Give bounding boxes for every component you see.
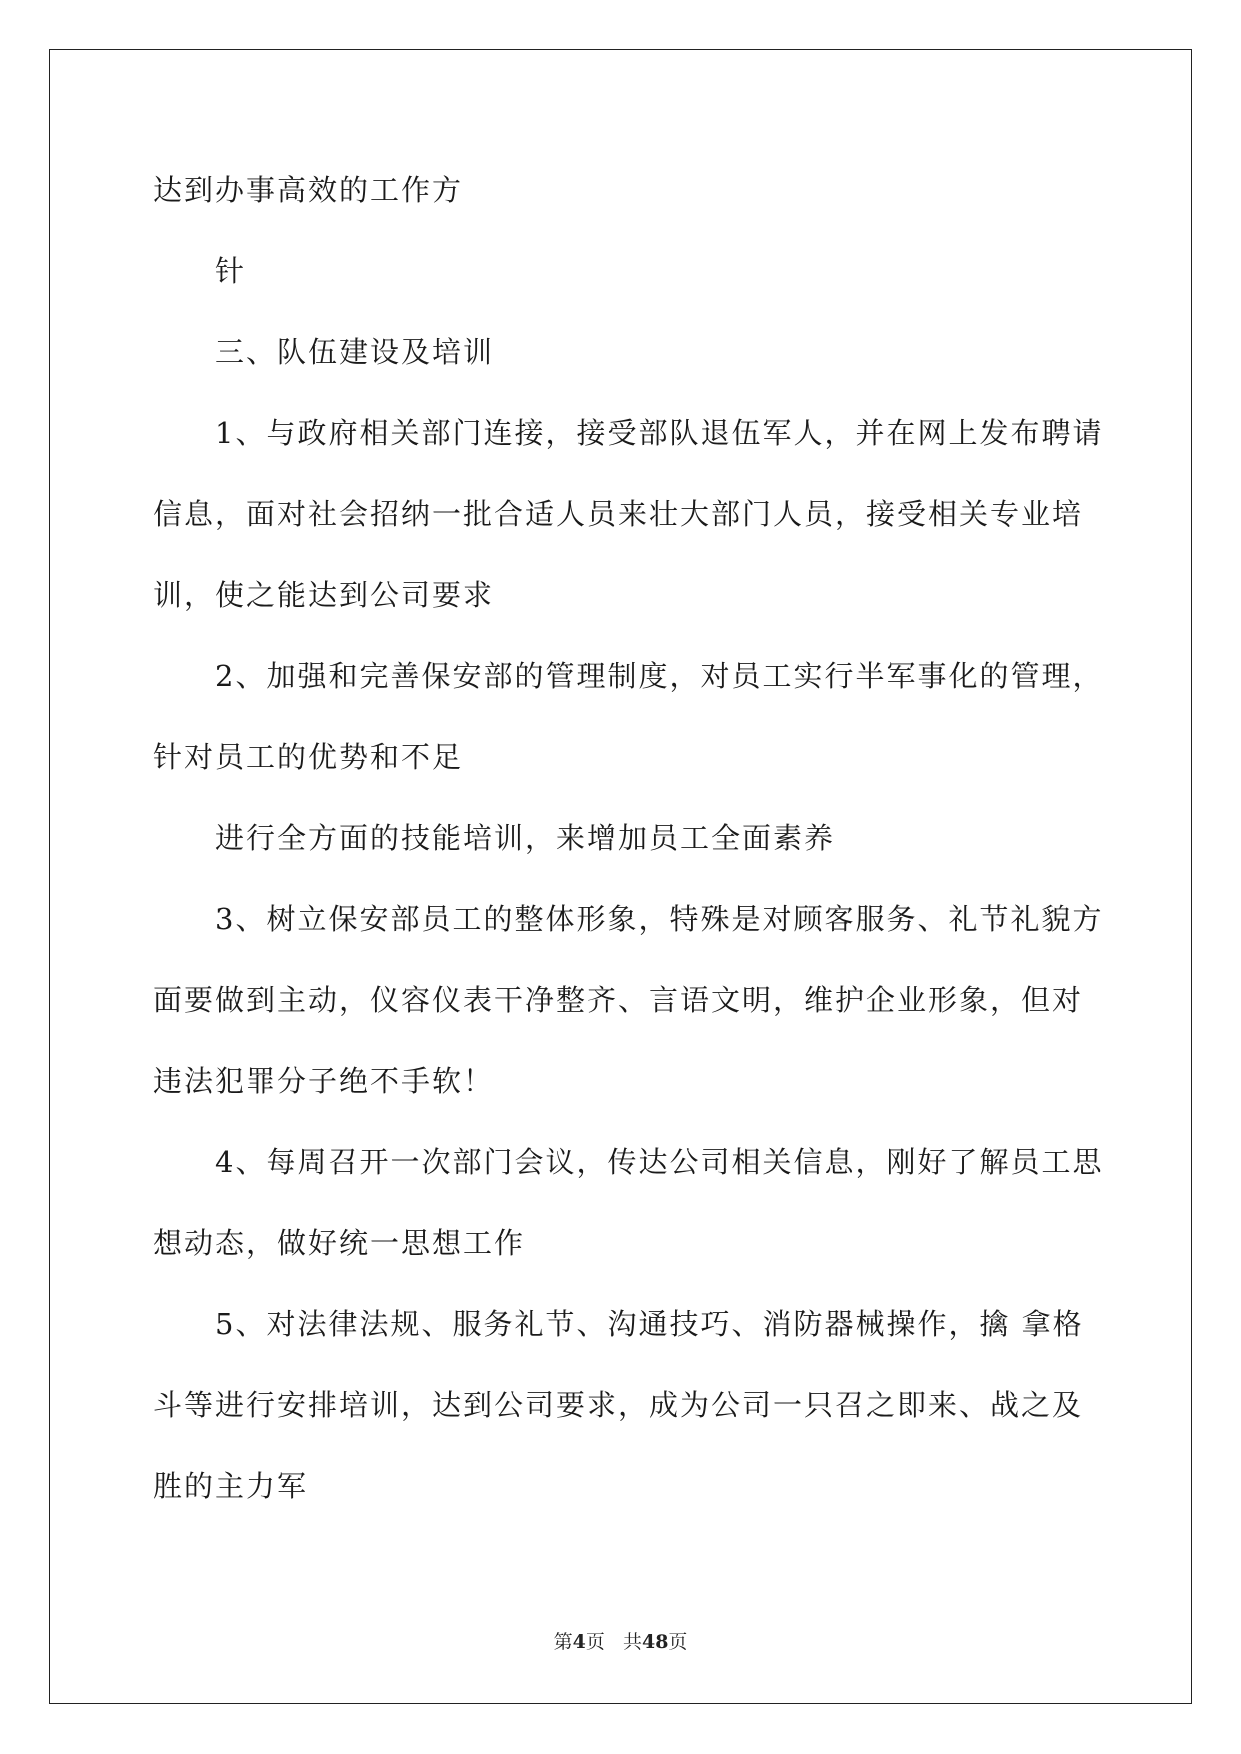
text-line-7: 2、加强和完善保安部的管理制度，对员工实行半军事化的管理， bbox=[215, 659, 1104, 693]
current-page-number: 4 bbox=[572, 1631, 586, 1653]
text-line-17: 胜的主力军 bbox=[153, 1469, 309, 1503]
text-line-16: 斗等进行安排培训，达到公司要求，成为公司一只召之即来、战之及 bbox=[153, 1388, 1084, 1422]
text-line-4: 1、与政府相关部门连接，接受部队退伍军人，并在网上发布聘请 bbox=[215, 416, 1104, 450]
text-line-11: 面要做到主动，仪容仪表干净整齐、言语文明，维护企业形象，但对 bbox=[153, 983, 1084, 1017]
text-line-12: 违法犯罪分子绝不手软！ bbox=[153, 1064, 495, 1098]
text-line-14: 想动态，做好统一思想工作 bbox=[153, 1226, 526, 1260]
text-line-8: 针对员工的优势和不足 bbox=[153, 740, 464, 774]
text-line-10: 3、树立保安部员工的整体形象，特殊是对顾客服务、礼节礼貌方 bbox=[215, 902, 1104, 936]
page-border bbox=[49, 49, 1192, 1704]
text-line-9: 进行全方面的技能培训，来增加员工全面素养 bbox=[215, 821, 836, 855]
text-line-2: 针 bbox=[215, 254, 247, 288]
footer-total-prefix: 共 bbox=[622, 1631, 642, 1653]
page-footer bbox=[0, 1627, 1241, 1654]
footer-total-suffix: 页 bbox=[668, 1631, 688, 1653]
footer-page-suffix: 页 bbox=[585, 1631, 605, 1653]
text-line-1: 达到办事高效的工作方 bbox=[153, 173, 464, 207]
total-pages-number: 48 bbox=[641, 1631, 669, 1653]
section-heading: 三、队伍建设及培训 bbox=[215, 335, 495, 369]
text-line-5: 信息，面对社会招纳一批合适人员来壮大部门人员，接受相关专业培 bbox=[153, 497, 1084, 531]
footer-prefix: 第 bbox=[553, 1631, 573, 1653]
text-line-13: 4、每周召开一次部门会议，传达公司相关信息，刚好了解员工思 bbox=[215, 1145, 1104, 1179]
text-line-6: 训，使之能达到公司要求 bbox=[153, 578, 495, 612]
text-line-15: 5、对法律法规、服务礼节、沟通技巧、消防器械操作，擒 拿格 bbox=[215, 1307, 1084, 1341]
